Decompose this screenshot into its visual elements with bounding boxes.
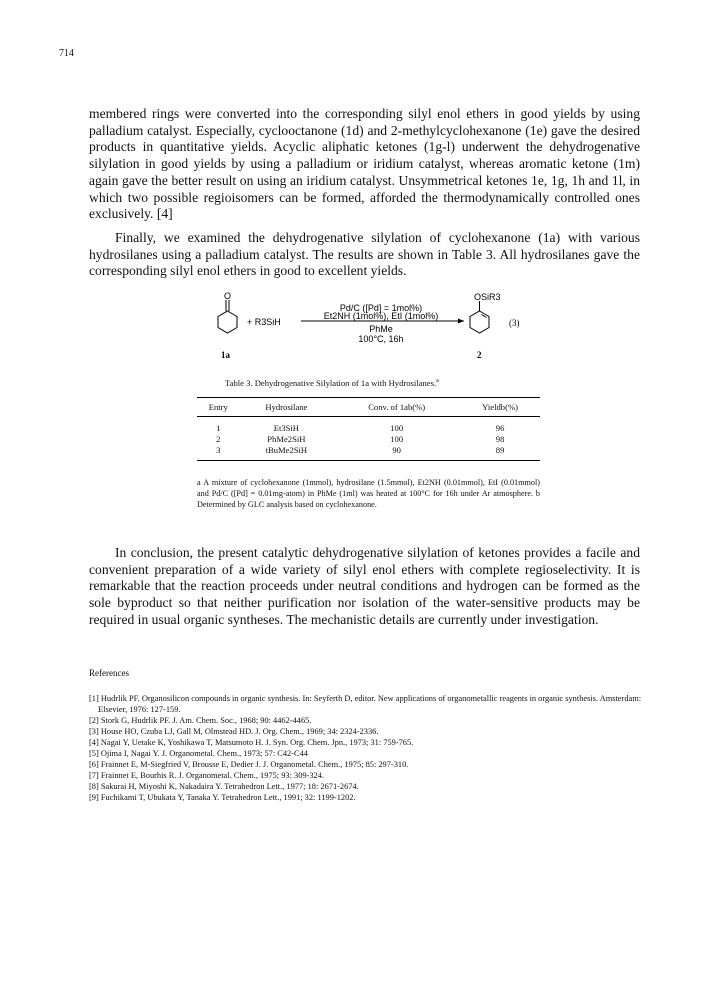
table-row: 2 PhMe2SiH 100 98 <box>216 434 505 444</box>
reagent-label: + R3SiH <box>247 317 281 327</box>
table-caption: Table 3. Dehydrogenative Silylation of 1a with Hydrosilanes.$^a$ <box>225 378 439 388</box>
table-header: Conv. of 1ab(%) <box>333 398 460 417</box>
table-header: Yieldb(%) <box>460 398 540 417</box>
reference-item: [5] Ojima I, Nagai Y. J. Organometal. Chem., 1973; 57: C42-C44 <box>89 749 308 758</box>
paragraph-conclusion: In conclusion, the present catalytic dehydrogenative silylation of ketones provides a facile and convenient preparation of a wide variety of silyl enol ethers with complete regioselectivity. It is remarkable that the reaction proceeds under neutral conditions and hydrogen can be formed as the sole byproduct so that neither purification nor isolation of the water-sensitive products may be required in usual organic syntheses. The mechanistic details are currently under investigation. <box>89 545 640 627</box>
references-heading: References <box>89 668 129 678</box>
reactant-label: 1a <box>221 350 230 360</box>
table-row: 1 Et3SiH 100 96 <box>216 423 505 433</box>
condition-line-1: Pd/C ([Pd] = 1mol%) <box>339 303 423 313</box>
silyl-enol-ether-structure <box>470 301 489 333</box>
condition-line-3: PhMe <box>369 324 393 334</box>
table-row: 3 tBuMe2SiH 90 89 <box>197 445 540 461</box>
reference-item: [6] Frainnet E, M-Siegfried V, Brousse E, Dedier J. J. Organometal. Chem., 1975; 85: 297-310. <box>89 760 409 769</box>
equation-number: (3) <box>509 318 520 328</box>
condition-line-2: Et2NH (1mol%), EtI (1mol%) <box>323 311 439 321</box>
reference-item: [1] Hudrlik PF. Organosilicon compounds in organic synthesis. In: Seyferth D, editor. New applications of organometallic reagents in organic synthesis. Amsterdam: Elsevier, 1976: 127-159. <box>89 694 642 714</box>
table-footnote: a A mixture of cyclohexanone (1mmol), hydrosilane (1.5mmol), Et2NH (0.01mmol), EtI (0.01mmol) and Pd/C ([Pd] = 0.01mg-atom) in PhMe (1ml) was heated at 100°C for 16h under Ar atmosphere. b Determined by GLC analysis based on cyclohexanone. <box>197 478 540 509</box>
reference-list <box>89 693 649 803</box>
reactant-atom-label: O <box>224 292 232 301</box>
paragraph-hydrosilanes: Finally, we examined the dehydrogenative silylation of cyclohexanone (1a) with various hydrosilanes using a palladium catalyst. The results are shown in Table 3. All hydrosilanes gave the corresponding silyl enol ethers in good to excellent yields. <box>89 230 640 279</box>
reaction-scheme <box>215 292 545 372</box>
table-header: Hydrosilane <box>240 398 334 417</box>
product-label: 2 <box>477 350 482 360</box>
reference-item: [9] Fuchikami T, Ubukata Y, Tanaka Y. Tetrahedron Lett., 1991; 32: 1199-1202. <box>89 793 356 802</box>
reference-item: [7] Frainnet E, Bourhis R. J. Organometal. Chem., 1975; 93: 309-324. <box>89 771 325 780</box>
reference-item: [3] House HO, Czuba LJ, Gall M, Olmstead HD. J. Org. Chem., 1969; 34: 2324-2336. <box>89 727 379 736</box>
reference-item: [8] Sakurai H, Miyoshi K, Nakadaira Y. Tetrahedron Lett., 1977; 18: 2671-2674. <box>89 782 359 791</box>
page-number: 714 <box>59 48 74 59</box>
product-group-label: OSiR3 <box>474 292 501 302</box>
table-3 <box>197 397 540 461</box>
reference-item: [2] Stork G, Hudrlik PF. J. Am. Chem. Soc., 1968; 90: 4462-4465. <box>89 716 312 725</box>
cyclohexanone-structure <box>218 300 237 333</box>
table-header: Entry <box>197 398 240 417</box>
paragraph-results: membered rings were converted into the corresponding silyl enol ethers in good yields by using palladium catalyst. Especially, cyclooctanone (1d) and 2-methylcyclohexanone (1e) gave the desired products in quantitative yields. Acyclic aliphatic ketones (1g-l) underwent the dehydrogenative silylation in good yields by using a palladium or iridium catalyst, whereas aromatic ketone (1m) again gave the better result on using an iridium catalyst. Unsymmetrical ketones 1e, 1g, 1h and 1l, in which two possible regioisomers can be formed, afforded the thermodynamically controlled ones exclusively. [4] <box>89 106 640 222</box>
condition-line-4: 100°C, 16h <box>358 334 404 344</box>
reference-item: [4] Nagai Y, Uetake K, Yoshikawa T, Matsumoto H. J. Syn. Org. Chem. Jpn., 1973; 31: 759-765. <box>89 738 414 747</box>
